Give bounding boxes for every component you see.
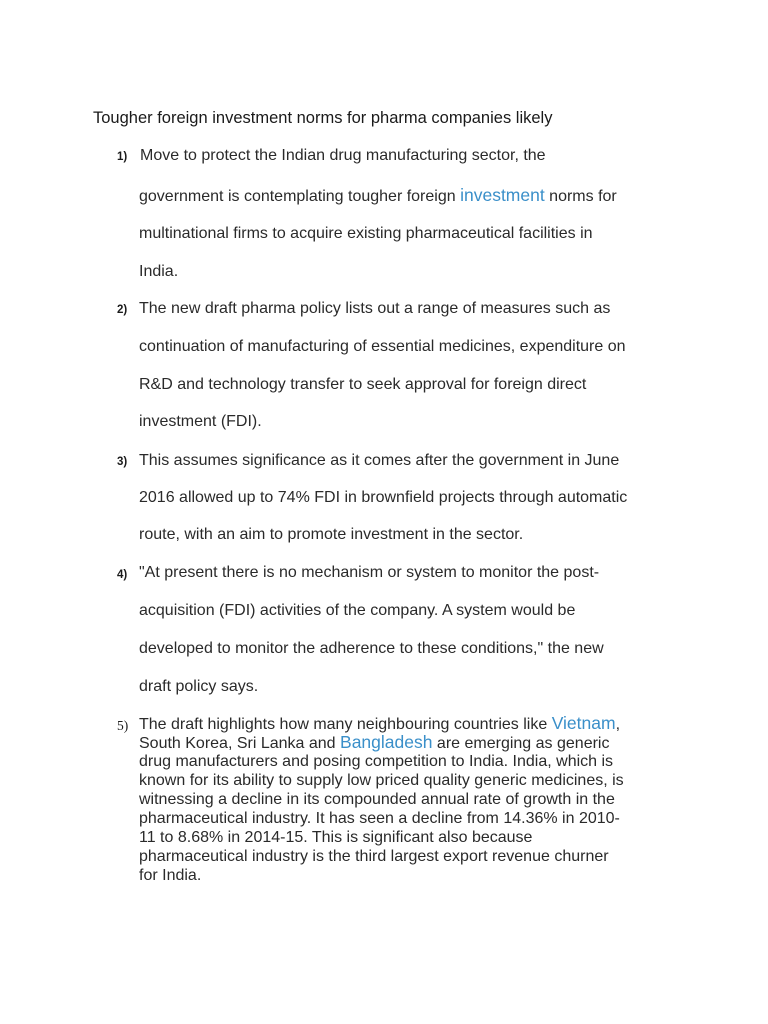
list-line: drug manufacturers and posing competition to India. India, which is bbox=[139, 753, 614, 770]
list-line bbox=[139, 714, 679, 733]
list-line: multinational firms to acquire existing pharmaceutical facilities in bbox=[139, 225, 593, 242]
list-line: The new draft pharma policy lists out a range of measures such as bbox=[139, 300, 611, 317]
list-line: investment (FDI). bbox=[139, 413, 262, 430]
list-line: 2016 allowed up to 74% FDI in brownfield projects through automatic bbox=[139, 489, 628, 506]
list-line-text: , bbox=[615, 716, 621, 733]
list-line: witnessing a decline in its compounded annual rate of growth in the bbox=[139, 791, 615, 808]
list-line bbox=[139, 185, 617, 207]
list-line-text: norms for bbox=[544, 188, 617, 205]
document-title: Tougher foreign investment norms for pharma companies likely bbox=[93, 109, 553, 127]
list-paragraph bbox=[139, 714, 679, 885]
list-number: 2) bbox=[117, 304, 128, 316]
list-number: 1) bbox=[117, 151, 128, 163]
list-number: 3) bbox=[117, 456, 128, 468]
list-number: 4) bbox=[117, 569, 128, 581]
list-line: R&D and technology transfer to seek approval for foreign direct bbox=[139, 376, 587, 393]
list-line-text: government is contemplating tougher foreign bbox=[139, 188, 456, 205]
list-line: draft policy says. bbox=[139, 678, 259, 695]
list-line: route, with an aim to promote investment in the sector. bbox=[139, 526, 524, 543]
list-line: continuation of manufacturing of essential medicines, expenditure on bbox=[139, 338, 626, 355]
vietnam-link[interactable]: Vietnam bbox=[551, 713, 616, 733]
list-line bbox=[139, 733, 679, 752]
bangladesh-link[interactable]: Bangladesh bbox=[340, 732, 433, 752]
list-line-text: are emerging as generic bbox=[432, 735, 610, 752]
list-line: for India. bbox=[139, 867, 202, 884]
list-line: India. bbox=[139, 263, 179, 280]
list-line: acquisition (FDI) activities of the company. A system would be bbox=[139, 602, 576, 619]
list-line: 11 to 8.68% in 2014-15. This is significant also because bbox=[139, 829, 533, 846]
list-line: pharmaceutical industry. It has seen a decline from 14.36% in 2010- bbox=[139, 810, 620, 827]
list-line: Move to protect the Indian drug manufacturing sector, the bbox=[140, 147, 546, 164]
list-line: "At present there is no mechanism or system to monitor the post- bbox=[139, 564, 600, 581]
list-line: known for its ability to supply low priced quality generic medicines, is bbox=[139, 772, 624, 789]
list-line-text: South Korea, Sri Lanka and bbox=[139, 735, 336, 752]
investment-link[interactable]: investment bbox=[460, 185, 545, 205]
list-line: pharmaceutical industry is the third largest export revenue churner bbox=[139, 848, 609, 865]
list-line: developed to monitor the adherence to these conditions," the new bbox=[139, 640, 604, 657]
list-number: 5) bbox=[117, 718, 129, 733]
list-line: This assumes significance as it comes after the government in June bbox=[139, 452, 620, 469]
list-line-text: The draft highlights how many neighbouring countries like bbox=[139, 716, 548, 733]
